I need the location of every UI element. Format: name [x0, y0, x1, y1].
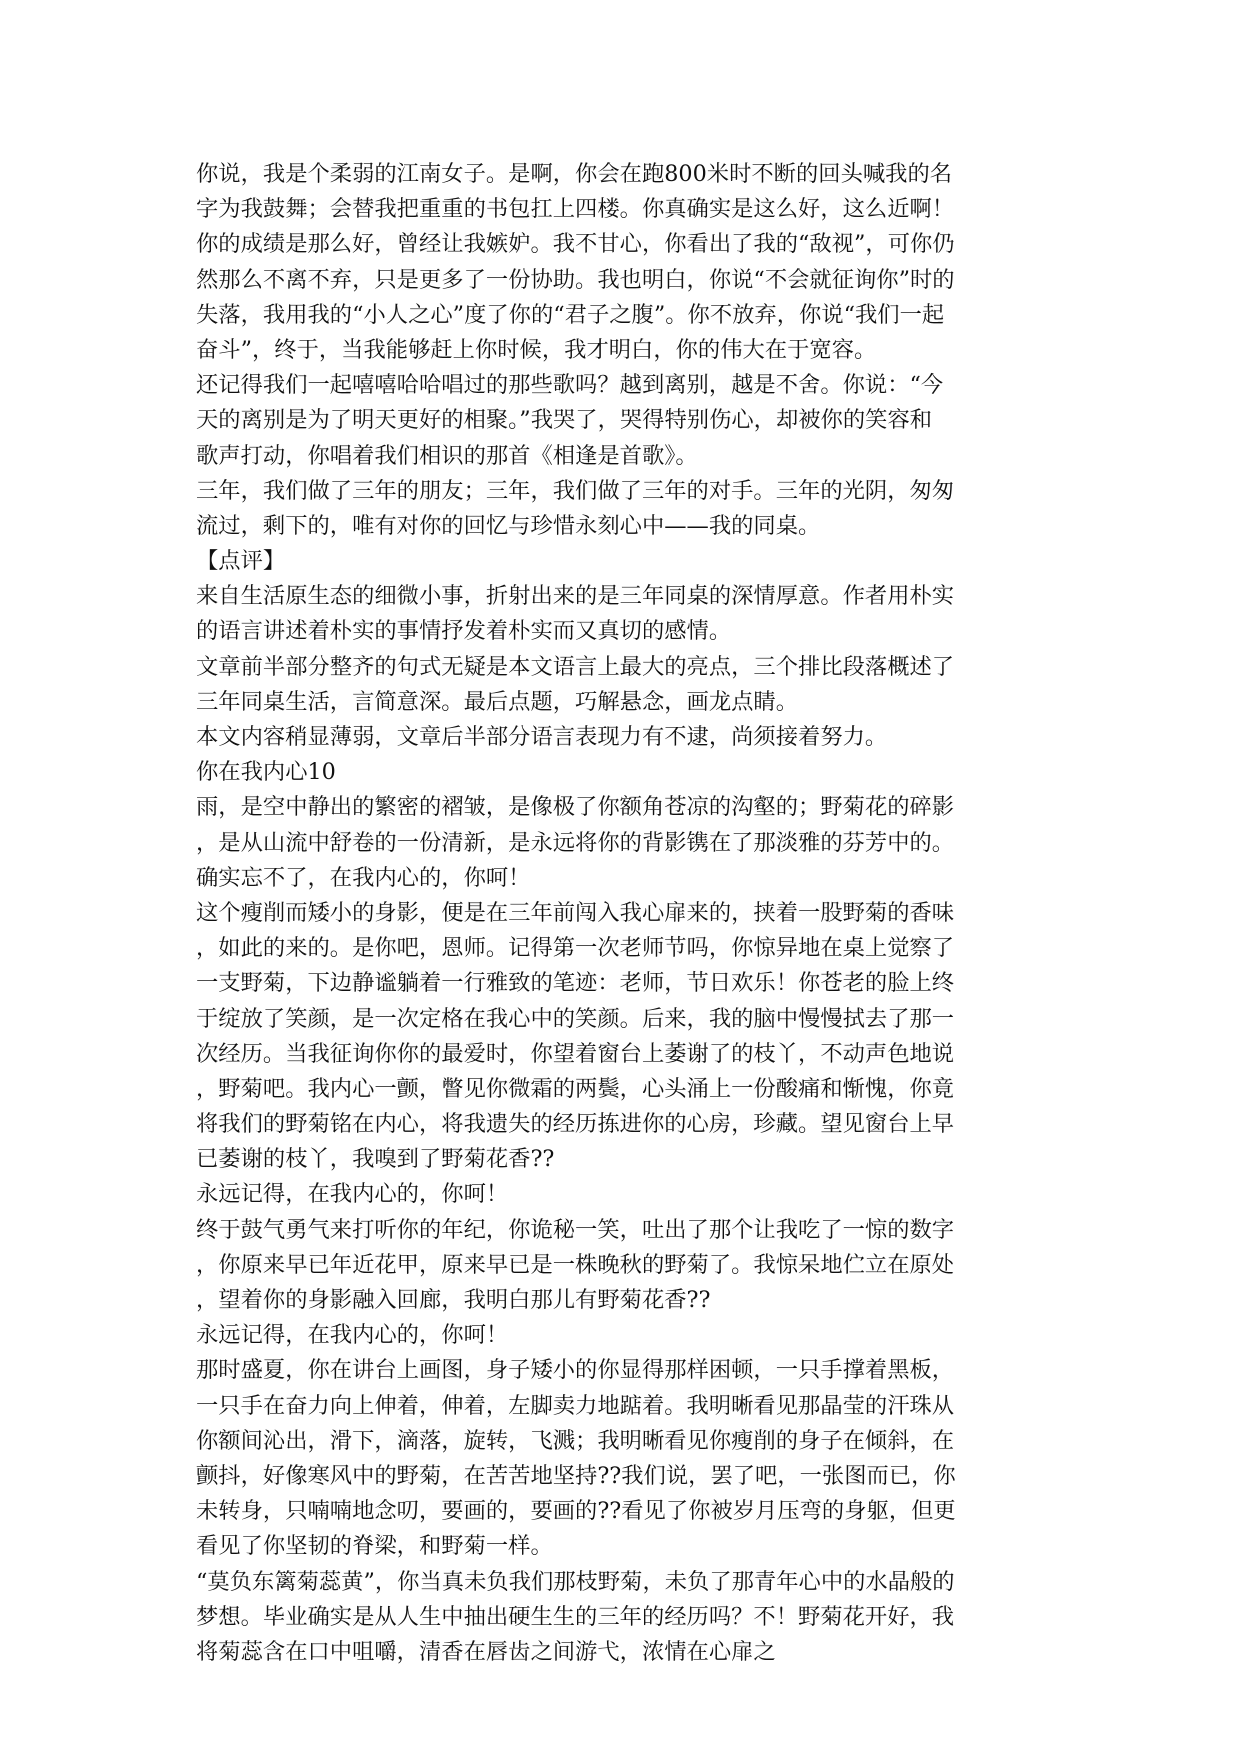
text-line: 三年，我们做了三年的朋友；三年，我们做了三年的对手。三年的光阴，匆匆 [196, 477, 955, 504]
text-line: 颤抖，好像寒风中的野菊，在苦苦地坚持??我们说，罢了吧，一张图而已，你 [196, 1462, 956, 1489]
text-line: 于绽放了笑颜，是一次定格在我心中的笑颜。后来，我的脑中慢慢拭去了那一 [196, 1005, 955, 1032]
text-line: “莫负东篱菊蕊黄”，你当真未负我们那枝野菊，未负了那青年心中的水晶般的 [196, 1568, 955, 1595]
text-line: 已萎谢的枝丫，我嗅到了野菊花香?? [196, 1146, 555, 1173]
text-line: 来自生活原生态的细微小事，折射出来的是三年同桌的深情厚意。作者用朴实 [196, 583, 955, 610]
text-line: ，你原来早已年近花甲，原来早已是一株晚秋的野菊了。我惊呆地伫立在原处 [196, 1251, 955, 1278]
text-line: 永远记得，在我内心的，你呵！ [196, 1181, 509, 1208]
text-line: 看见了你坚韧的脊梁，和野菊一样。 [196, 1533, 553, 1560]
text-line: 次经历。当我征询你你的最爱时，你望着窗台上萎谢了的枝丫，不动声色地说 [196, 1040, 955, 1067]
text-line: 流过，剩下的，唯有对你的回忆与珍惜永刻心中——我的同桌。 [196, 512, 821, 539]
text-line: 确实忘不了，在我内心的，你呵！ [196, 864, 531, 891]
text-line: 一只手在奋力向上伸着，伸着，左脚卖力地踮着。我明晰看见那晶莹的汗珠从 [196, 1392, 955, 1419]
text-line: 这个瘦削而矮小的身影，便是在三年前闯入我心扉来的，挟着一股野菊的香味 [196, 899, 955, 926]
text-line: ，是从山流中舒卷的一份清新，是永远将你的背影镌在了那淡雅的芬芳中的。 [196, 829, 955, 856]
text-line: 你说，我是个柔弱的江南女子。是啊，你会在跑800米时不断的回头喊我的名 [196, 161, 953, 187]
text-line: 将我们的野菊铭在内心，将我遗失的经历拣进你的心房，珍藏。望见窗台上早 [196, 1111, 955, 1138]
document-page [196, 157, 1056, 1670]
text-line: 你额间沁出，滑下，滴落，旋转，飞溅；我明晰看见你瘦削的身子在倾斜，在 [196, 1427, 955, 1454]
comment-heading: 【点评】 [196, 548, 286, 575]
text-line: ，野菊吧。我内心一颤，瞥见你微霜的两鬓，心头涌上一份酸痛和惭愧，你竟 [196, 1075, 955, 1102]
text-line: ，望着你的身影融入回廊，我明白那儿有野菊花香?? [196, 1287, 711, 1313]
essay-title: 你在我内心10 [196, 759, 336, 786]
text-line: 然那么不离不弃，只是更多了一份协助。我也明白，你说“不会就征询你”时的 [196, 266, 955, 293]
text-line: 奋斗”，终于，当我能够赶上你时候，我才明白，你的伟大在于宽容。 [196, 336, 877, 363]
text-line: 梦想。毕业确实是从人生中抽出硬生生的三年的经历吗？不！野菊花开好，我 [196, 1603, 955, 1630]
text-line: 还记得我们一起嘻嘻哈哈唱过的那些歌吗？越到离别，越是不舍。你说：“今 [196, 372, 944, 399]
text-line: 的语言讲述着朴实的事情抒发着朴实而又真切的感情。 [196, 618, 732, 645]
text-line: 歌声打动，你唱着我们相识的那首《相逢是首歌》。 [196, 442, 698, 469]
text-line: 终于鼓气勇气来打听你的年纪，你诡秘一笑，吐出了那个让我吃了一惊的数字 [196, 1216, 955, 1243]
text-line: 将菊蕊含在口中咀嚼，清香在唇齿之间游弋，浓情在心扉之 [196, 1638, 776, 1665]
text-line: 天的离别是为了明天更好的相聚。”我哭了，哭得特别伤心，却被你的笑容和 [196, 407, 933, 434]
text-line: 未转身，只喃喃地念叨，要画的，要画的??看见了你被岁月压弯的身躯，但更 [196, 1498, 956, 1525]
text-line: 一支野菊，下边静谧躺着一行雅致的笔迹：老师，节日欢乐！你苍老的脸上终 [196, 970, 955, 997]
text-line: 永远记得，在我内心的，你呵！ [196, 1322, 509, 1349]
text-line: ，如此的来的。是你吧，恩师。记得第一次老师节吗，你惊异地在桌上觉察了 [196, 935, 955, 962]
text-line: 文章前半部分整齐的句式无疑是本文语言上最大的亮点，三个排比段落概述了 [196, 653, 955, 680]
text-line: 本文内容稍显薄弱，文章后半部分语言表现力有不逮，尚须接着努力。 [196, 724, 888, 750]
text-line: 失落，我用我的“小人之心”度了你的“君子之腹”。你不放弃，你说“我们一起 [196, 301, 945, 328]
text-line: 三年同桌生活，言简意深。最后点题，巧解悬念，画龙点睛。 [196, 688, 799, 715]
text-line: 字为我鼓舞；会替我把重重的书包扛上四楼。你真确实是这么好，这么近啊！ [196, 196, 955, 223]
text-line: 雨，是空中静出的繁密的褶皱，是像极了你额角苍凉的沟壑的；野菊花的碎影 [196, 794, 955, 821]
text-line: 那时盛夏，你在讲台上画图，身子矮小的你显得那样困顿，一只手撑着黑板， [196, 1357, 955, 1384]
text-line: 你的成绩是那么好，曾经让我嫉妒。我不甘心，你看出了我的“敌视”，可你仍 [196, 231, 955, 258]
